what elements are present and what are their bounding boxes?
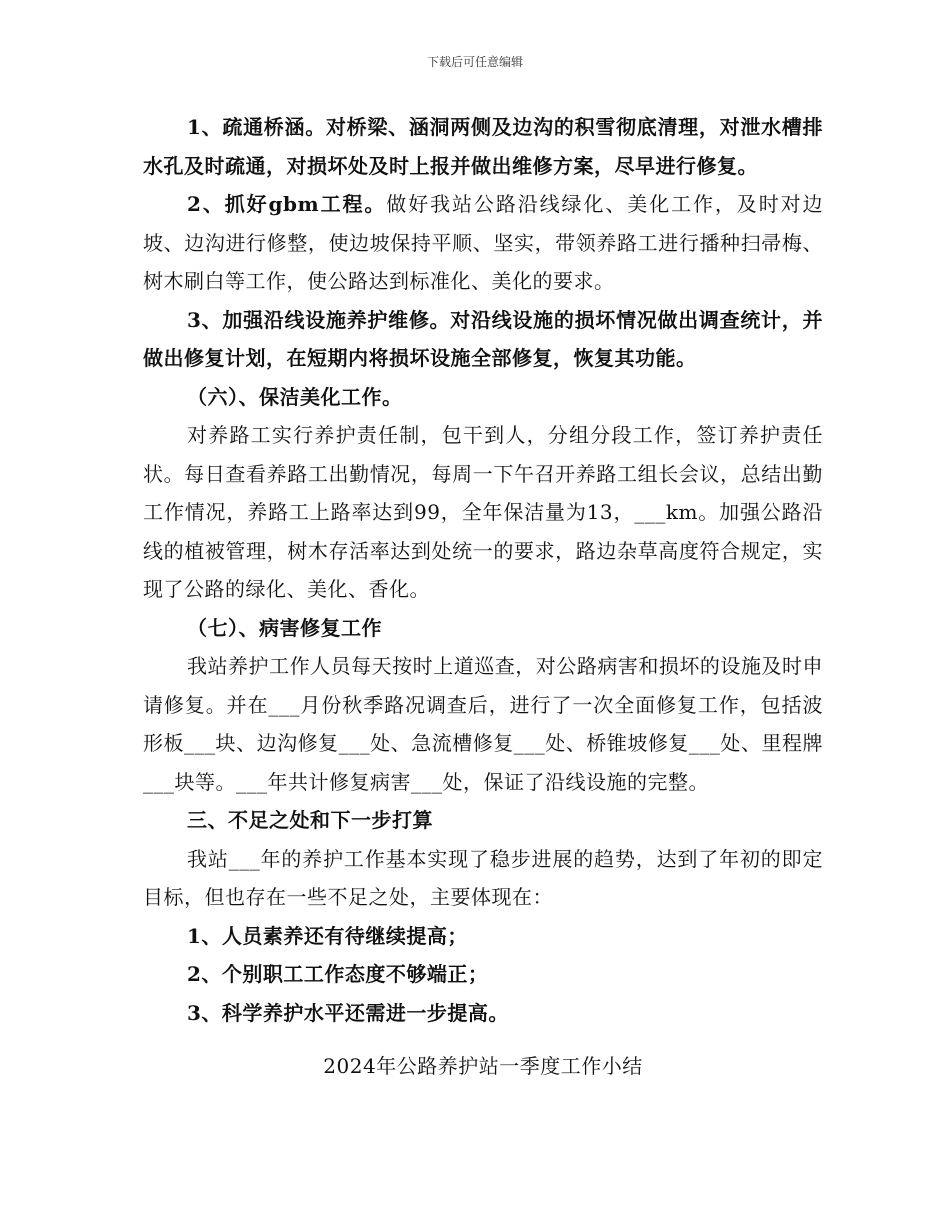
page-header: 下载后可任意编辑	[426, 55, 523, 69]
paragraph-bridge-culvert: 1、疏通桥涵。对桥梁、涵洞两侧及边沟的积雪彻底清理，对泄水槽排水孔及时疏通，对损坏处及时上报并做出维修方案，尽早进行修复。	[143, 115, 823, 178]
section-heading-shortcomings: 三、不足之处和下一步打算	[187, 808, 433, 832]
document-title: 2024年公路养护站一季度工作小结	[323, 1054, 643, 1078]
list-item-work-attitude: 2、个别职工工作态度不够端正；	[187, 962, 489, 986]
paragraph-repair: 我站养护工作人员每天按时上道巡查，对公路病害和损坏的设施及时申请修复。并在___月份秋季路况调查后，进行了一次全面修复工作，包括波形板___块、边沟修复___处、急流槽修复___处、桥锥坡修复___处、里程牌___块等。___年共计修复病害___处，保证了沿线设施的完整。	[143, 654, 823, 794]
list-item-staff-quality: 1、人员素养还有待继续提高；	[187, 923, 468, 948]
section-heading-repair: （七）、病害修复工作	[187, 615, 382, 640]
list-item-scientific-maintenance: 3、科学养护水平还需进一步提高。	[187, 1000, 509, 1025]
paragraph-facility-maintenance: 3、加强沿线设施养护维修。对沿线设施的损坏情况做出调查统计，并做出修复计划，在短期内将损坏设施全部修复，恢复其功能。	[143, 307, 823, 370]
paragraph-gbm-project	[143, 185, 823, 301]
gbm-heading: 2、抓好gbm工程。	[187, 192, 387, 216]
section-heading-cleaning: （六）、保洁美化工作。	[187, 384, 403, 409]
document-body	[143, 108, 823, 1079]
paragraph-cleaning: 对养路工实行养护责任制，包干到人，分组分段工作，签订养护责任状。每日查看养路工出勤情况，每周一下午召开养路工组长会议，总结出勤工作情况，养路工上路率达到99，全年保洁量为13，___km。加强公路沿线的植被管理，树木存活率达到处统一的要求，路边杂草高度符合规定，实现了公路的绿化、美化、香化。	[143, 423, 823, 601]
gbm-text: 做好我站公路沿线绿化、美化工作，及时对边坡、边沟进行修整，使边坡保持平顺、坚实，带领养路工进行播种扫帚梅、树木刷白等工作，使公路达到标准化、美化的要求。	[143, 192, 824, 293]
paragraph-shortcomings: 我站___年的养护工作基本实现了稳步进展的趋势，达到了年初的即定目标，但也存在一些不足之处，主要体现在：	[143, 846, 823, 909]
